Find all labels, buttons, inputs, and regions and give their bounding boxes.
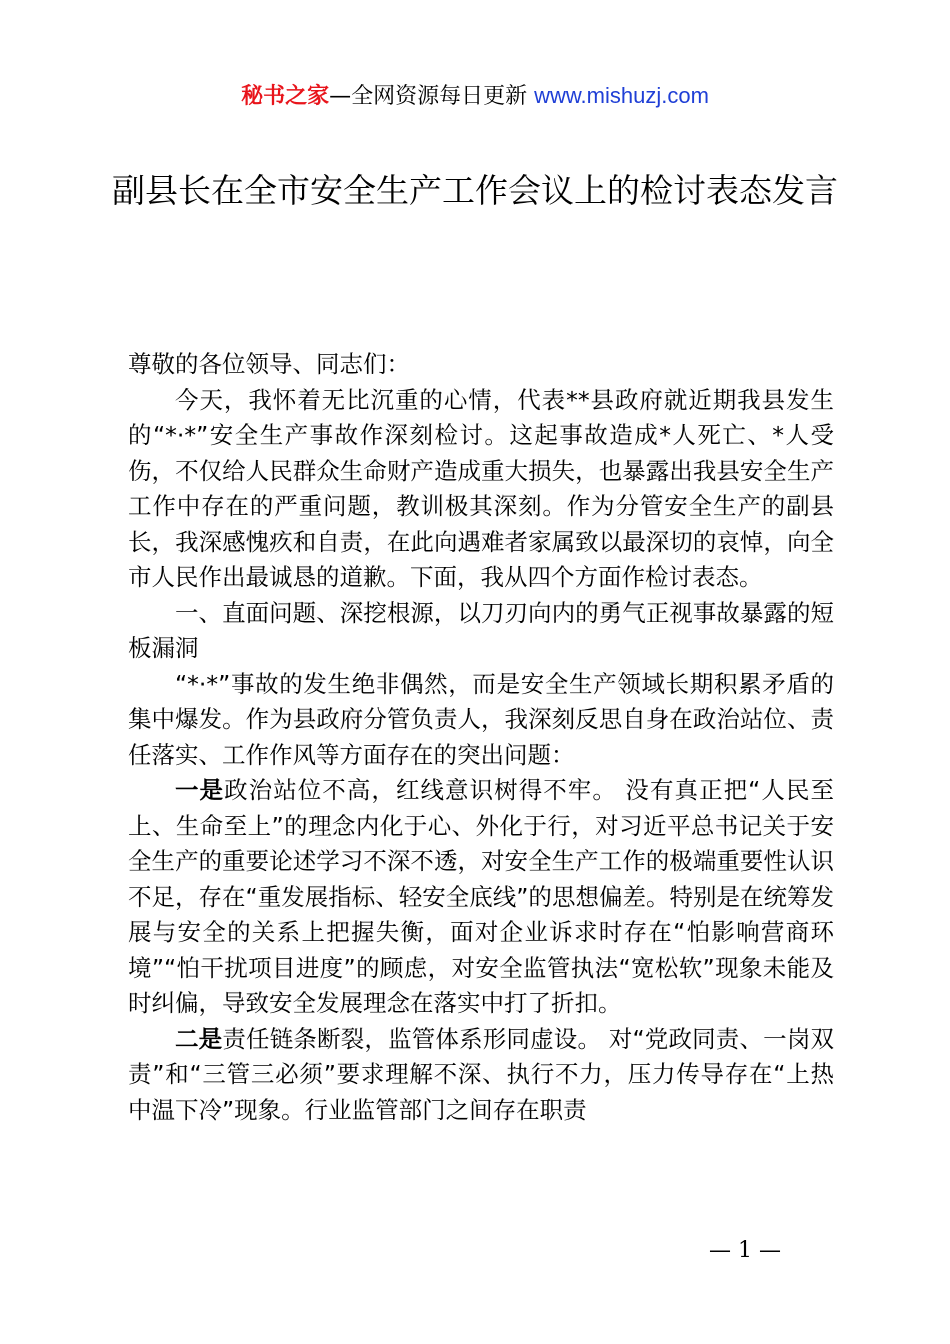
site-url-link[interactable]: www.mishuzj.com [534,83,709,108]
banner-tagline: —全网资源每日更新 [329,84,535,109]
point-2-lead: 二是 [175,1024,223,1053]
document-body [128,347,834,1128]
site-banner [0,80,950,113]
brand-name: 秘书之家 [241,84,330,109]
point-2 [128,1022,834,1129]
point-2-text: 责任链条断裂，监管体系形同虚设。 对“党政同责、一岗双责”和“三管三必须”要求理解不深、执行不力，压力传导存在“上热中温下冷”现象。行业监管部门之间存在职责 [128,1024,835,1124]
point-1 [128,773,834,1022]
page-number: — 1 — [709,1238,781,1263]
document-title: 副县长在全市安全生产工作会议上的检讨表态发言 [112,171,838,210]
point-1-text: 政治站位不高，红线意识树得不牢。 没有真正把“人民至上、生命至上”的理念内化于心、外化于行，对习近平总书记关于安全生产的重要论述学习不深不透，对安全生产工作的极端重要性认识不足，存在“重发展指标、轻安全底线”的思想偏差。特别是在统筹发展与安全的关系上把握失衡，面对企业诉求时存在“怕影响营商环境”“怕干扰项目进度”的顾虑，对安全监管执法“宽松软”现象未能及时纠偏，导致安全发展理念在落实中打了折扣。 [128,776,834,1017]
paragraph-section-1-intro: “*·*”事故的发生绝非偶然，而是安全生产领域长期积累矛盾的集中爆发。作为县政府分管负责人，我深刻反思自身在政治站位、责任落实、工作作风等方面存在的突出问题： [128,669,834,769]
point-1-lead: 一是 [175,776,225,804]
paragraph-intro: 今天，我怀着无比沉重的心情，代表**县政府就近期我县发生的“*·*”安全生产事故作深刻检讨。这起事故造成*人死亡、*人受伤，不仅给人民群众生命财产造成重大损失，也暴露出我县安全生产工作中存在的严重问题，教训极其深刻。作为分管安全生产的副县长，我深感愧疚和自责，在此向遇难者家属致以最深切的哀悼，向全市人民作出最诚恳的道歉。下面，我从四个方面作检讨表态。 [128,385,834,591]
section-heading-1: 一、直面问题、深挖根源，以刀刃向内的勇气正视事故暴露的短板漏洞 [128,598,834,662]
salutation: 尊敬的各位领导、同志们： [128,350,410,378]
